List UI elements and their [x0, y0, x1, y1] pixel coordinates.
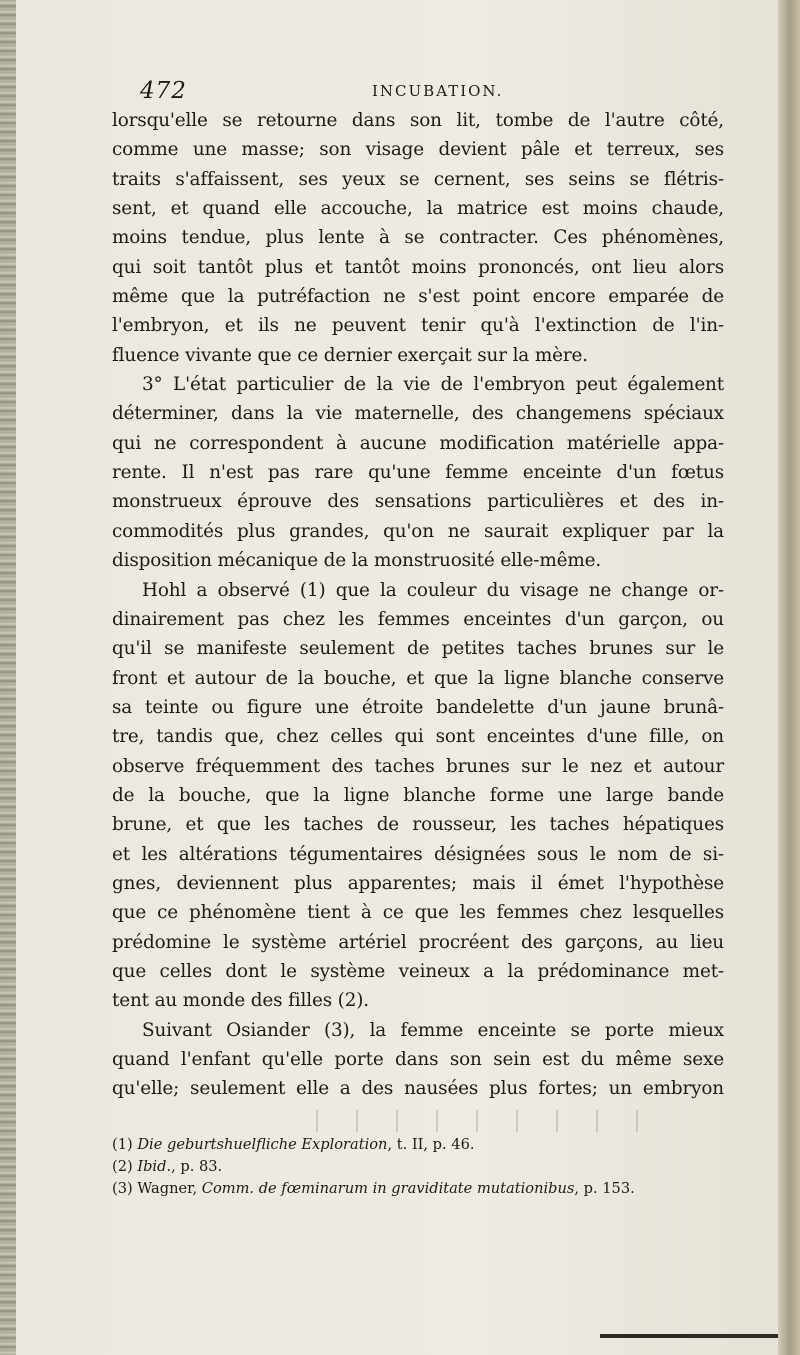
- text-line: Hohl a observé (1) que la couleur du visage ne change or-: [142, 579, 724, 601]
- footnote: [112, 1156, 724, 1178]
- text-line: fluence vivante que ce dernier exerçait sur la mère.: [112, 344, 588, 366]
- footnote: [112, 1178, 724, 1200]
- text-line: brune, et que les taches de rousseur, les taches hépatiques: [112, 814, 724, 836]
- text-line: rente. Il n'est pas rare qu'une femme enceinte d'un fœtus: [112, 462, 724, 484]
- text-line: tre, tandis que, chez celles qui sont enceintes d'une fille, on: [112, 726, 724, 748]
- text-line: même que la putréfaction ne s'est point encore emparée de: [112, 286, 724, 308]
- text-line: qui ne correspondent à aucune modification matérielle appa-: [112, 432, 724, 454]
- running-head: [140, 78, 724, 106]
- text-line: front et autour de la bouche, et que la ligne blanche conserve: [112, 667, 724, 689]
- page-number: 472: [140, 78, 187, 104]
- text-line: 3° L'état particulier de la vie de l'embryon peut également: [142, 374, 724, 396]
- text-line: qui soit tantôt plus et tantôt moins prononcés, ont lieu alors: [112, 256, 724, 278]
- text-line: lorsqu'elle se retourne dans son lit, tombe de l'autre côté,: [112, 110, 724, 131]
- footnotes: [112, 1134, 724, 1200]
- footnote-label: (2): [112, 1157, 133, 1175]
- text-line: comme une masse; son visage devient pâle et terreux, ses: [112, 139, 724, 161]
- text-line: qu'elle; seulement elle a des nausées plus fortes; un embryon: [112, 1078, 724, 1100]
- text-line: et les altérations tégumentaires désignées sous le nom de si-: [112, 843, 724, 865]
- text-line: gnes, deviennent plus apparentes; mais il émet l'hypothèse: [112, 872, 724, 894]
- text-line: de la bouche, que la ligne blanche forme une large bande: [112, 784, 724, 806]
- text-line: que celles dont le système veineux a la prédominance met-: [112, 960, 724, 982]
- text-line: Suivant Osiander (3), la femme enceinte se porte mieux: [142, 1019, 724, 1041]
- footnote-title: Comm. de fœminarum in graviditate mutationibus: [201, 1179, 575, 1197]
- show-through-smudge: [302, 1110, 662, 1132]
- text-line: l'embryon, et ils ne peuvent tenir qu'à l'extinction de l'in-: [112, 315, 724, 337]
- page-content: [112, 78, 724, 1200]
- footnote-rest: , p. 153.: [574, 1179, 635, 1197]
- text-line: moins tendue, plus lente à se contracter. Ces phénomènes,: [112, 227, 724, 249]
- text-line: disposition mécanique de la monstruosité elle-même.: [112, 550, 602, 572]
- footnote-title: Die geburtshuelfliche Exploration: [137, 1135, 388, 1153]
- text-line: commodités plus grandes, qu'on ne saurait expliquer par la: [112, 520, 724, 542]
- footnote-rest: , p. 83.: [171, 1157, 223, 1175]
- text-line: qu'il se manifeste seulement de petites taches brunes sur le: [112, 638, 724, 660]
- page-right-edge: [778, 0, 800, 1355]
- body-text: [112, 106, 724, 1104]
- text-line: prédomine le système artériel procréent des garçons, au lieu: [112, 931, 724, 953]
- page-bottom-rule: [600, 1334, 778, 1338]
- footnote-rest: , t. II, p. 46.: [387, 1135, 475, 1153]
- footnote-title: Ibid.: [137, 1157, 172, 1175]
- text-line: observe fréquemment des taches brunes sur le nez et autour: [112, 755, 724, 777]
- text-line: sent, et quand elle accouche, la matrice est moins chaude,: [112, 198, 724, 220]
- text-line: sa teinte ou figure une étroite bandelette d'un jaune brunâ-: [112, 696, 724, 718]
- text-line: déterminer, dans la vie maternelle, des changemens spéciaux: [112, 403, 724, 425]
- text-line: monstrueux éprouve des sensations particulières et des in-: [112, 491, 724, 513]
- running-title: INCUBATION.: [372, 82, 504, 100]
- text-line: traits s'affaissent, ses yeux se cernent, ses seins se flétris-: [112, 168, 724, 190]
- footnote-label: (1): [112, 1135, 133, 1153]
- text-line: quand l'enfant qu'elle porte dans son sein est du même sexe: [112, 1049, 724, 1070]
- text-line: tent au monde des filles (2).: [112, 990, 369, 1012]
- text-line: que ce phénomène tient à ce que les femmes chez lesquelles: [112, 902, 724, 924]
- footnote-label: (3) Wagner,: [112, 1179, 198, 1197]
- text-line: dinairement pas chez les femmes enceintes d'un garçon, ou: [112, 608, 724, 630]
- footnote: [112, 1134, 724, 1156]
- page-binding-edge: [0, 0, 16, 1355]
